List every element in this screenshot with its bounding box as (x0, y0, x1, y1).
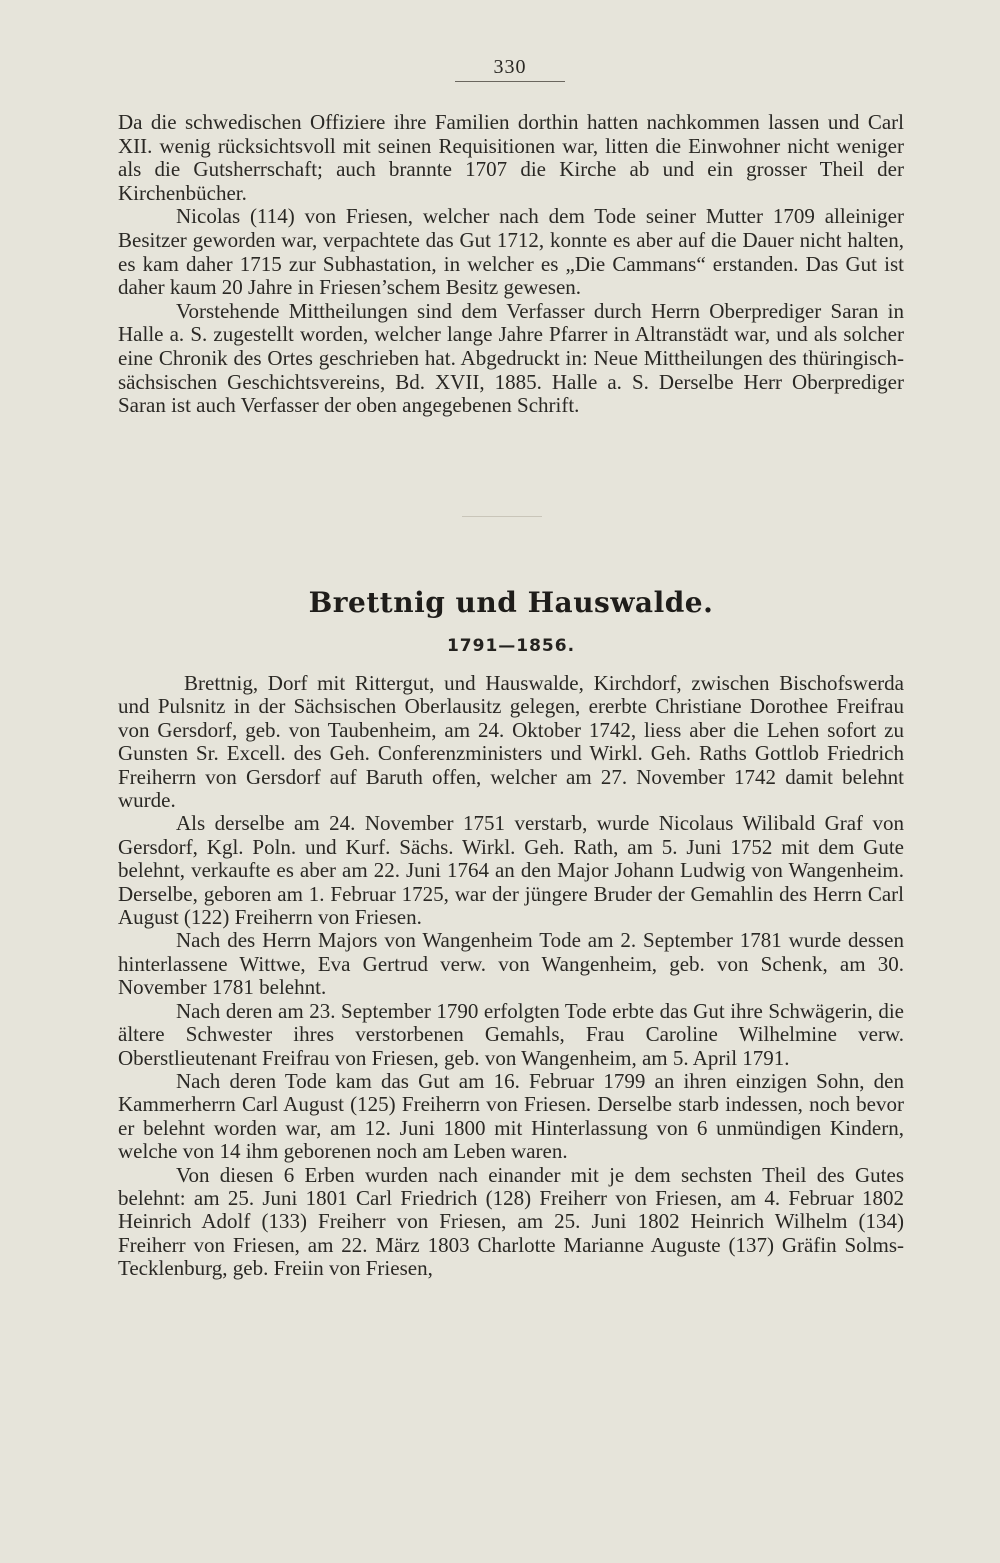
paragraph: Brettnig, Dorf mit Rittergut, und Hauswalde, Kirchdorf, zwischen Bischofswerda und Pulsnitz in der Sächsischen Oberlausitz gelegen, ererbte Christiane Dorothee Freifrau von Gersdorf, geb. von Taubenheim, am 24. Oktober 1742, liess aber die Lehen sofort zu Gunsten Sr. Excell. des Geh. Conferenzministers und Wirkl. Geh. Raths Gottlob Friedrich Freiherrn von Gersdorf auf Baruth offen, welcher am 27. November 1742 damit belehnt wurde. (118, 671, 904, 813)
page-number-rule (455, 81, 565, 82)
paragraph: Von diesen 6 Erben wurden nach einander mit je dem sechsten Theil des Gutes belehnt: am 25. Juni 1801 Carl Friedrich (128) Freiherr von Friesen, am 4. Februar 1802 Heinrich Adolf (133) Freiherr von Friesen, am 25. Juni 1802 Heinrich Wilhelm (134) Freiherr von Friesen, am 22. März 1803 Charlotte Marianne Auguste (137) Gräfin Solms-Tecklenburg, geb. Freiin von Friesen, (118, 1162, 904, 1281)
page-number: 330 (493, 56, 527, 78)
paragraph: Nach deren am 23. September 1790 erfolgten Tode erbte das Gut ihre Schwägerin, die ältere Schwester ihres verstorbenen Gemahls, Frau Caroline Wilhelmine verw. Oberstlieutenant Freifrau von Friesen, geb. von Wangenheim, am 5. April 1791. (118, 998, 904, 1070)
paragraph: Nicolas (114) von Friesen, welcher nach dem Tode seiner Mutter 1709 alleiniger Besitzer geworden war, verpachtete das Gut 1712, konnte es aber auf die Dauer nicht halten, es kam daher 1715 zur Subhastation, in welcher es „Die Cammans“ erstanden. Das Gut ist daher kaum 20 Jahre in Friesen’schem Besitz gewesen. (118, 204, 904, 300)
paragraph: Nach deren Tode kam das Gut am 16. Februar 1799 an ihren einzigen Sohn, den Kammerherrn Carl August (125) Freiherrn von Friesen. Derselbe starb indessen, noch bevor er belehnt worden war, am 12. Juni 1800 mit Hinterlassung von 6 unmündigen Kindern, welche von 14 ihm geborenen noch am Leben waren. (118, 1068, 904, 1164)
section-dates: 1791—1856. (446, 636, 576, 656)
bleed-through-rule (462, 516, 542, 517)
paragraph: Nach des Herrn Majors von Wangenheim Tode am 2. September 1781 wurde dessen hinterlassene Wittwe, Eva Gertrud verw. von Wangenheim, geb. von Schenk, am 30. November 1781 belehnt. (118, 928, 904, 1000)
top-text-block (118, 111, 904, 418)
paragraph: Vorstehende Mittheilungen sind dem Verfasser durch Herrn Oberprediger Saran in Halle a. S. zugestellt worden, welcher lange Jahre Pfarrer in Altranstädt war, und als solcher eine Chronik des Ortes geschrieben hat. Abgedruckt in: Neue Mittheilungen des thüringisch-sächsischen Geschichtsvereins, Bd. XVII, 1885. Halle a. S. Derselbe Herr Oberprediger Saran ist auch Verfasser der oben angegebenen Schrift. (118, 298, 904, 418)
section-title: Brettnig und Hauswalde. (308, 586, 714, 619)
paragraph: Als derselbe am 24. November 1751 verstarb, wurde Nicolaus Wilibald Graf von Gersdorf, Kgl. Poln. und Kurf. Sächs. Wirkl. Geh. Rath, am 5. Juni 1752 mit dem Gute belehnt, verkaufte es aber am 22. Juni 1764 an den Major Johann Ludwig von Wangenheim. Derselbe, geboren am 1. Februar 1725, war der jüngere Bruder der Gemahlin des Herrn Carl August (122) Freiherrn von Friesen. (118, 811, 904, 930)
paragraph: Da die schwedischen Offiziere ihre Familien dorthin hatten nachkommen lassen und Carl XII. wenig rücksichtsvoll mit seinen Requisitionen war, litten die Einwohner nicht weniger als die Gutsherrschaft; auch brannte 1707 die Kirche ab und ein grosser Theil der Kirchenbücher. (118, 110, 904, 205)
section-text-block (118, 672, 904, 1281)
